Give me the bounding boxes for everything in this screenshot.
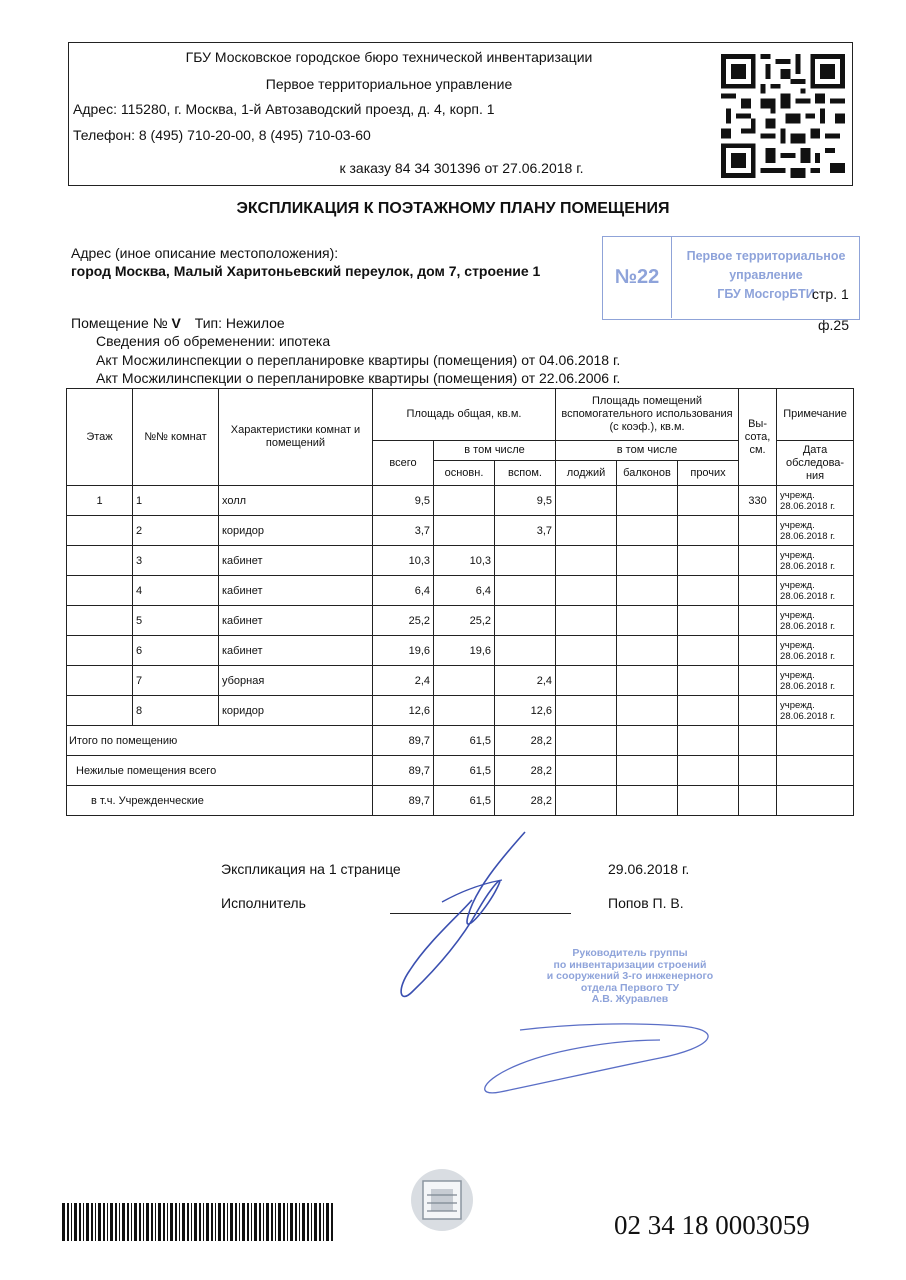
cell-aux: 3,7 — [495, 516, 556, 546]
totals-label: в т.ч. Учрежденческие — [67, 786, 373, 816]
cell-loggia — [556, 666, 617, 696]
cell-room-number: 7 — [133, 666, 219, 696]
cell-other — [678, 516, 739, 546]
cell-room-name: коридор — [219, 696, 373, 726]
totals-empty — [678, 786, 739, 816]
cell-room-number: 3 — [133, 546, 219, 576]
cell-loggia — [556, 516, 617, 546]
cell-room-number: 2 — [133, 516, 219, 546]
org-name: ГБУ Московское городское бюро технической инвентаризации — [185, 49, 593, 65]
totals-row — [67, 726, 854, 756]
totals-main: 61,5 — [434, 786, 495, 816]
stamp-line-3: ГБУ МосгорБТИ — [717, 287, 815, 301]
cell-main: 6,4 — [434, 576, 495, 606]
cell-remark — [777, 666, 854, 696]
stamp2-line-5: А.В. Журавлев — [591, 993, 669, 1005]
table-row — [67, 606, 854, 636]
cell-remark — [777, 606, 854, 636]
cell-other — [678, 576, 739, 606]
remark-type: учрежд. — [780, 549, 815, 561]
col-characteristics: Характеристики комнат и помещений — [219, 389, 373, 486]
col-balcony: балконов — [617, 461, 678, 486]
totals-aux: 28,2 — [495, 786, 556, 816]
cell-aux — [495, 606, 556, 636]
cell-balcony — [617, 666, 678, 696]
totals-empty — [678, 756, 739, 786]
cell-balcony — [617, 606, 678, 636]
col-remark: Примечание — [777, 389, 854, 441]
col-all: всего — [373, 441, 434, 486]
cell-height — [739, 606, 777, 636]
cell-balcony — [617, 546, 678, 576]
col-aux-area: Площадь помещений вспомогательного использования (с коэф.), кв.м. — [556, 389, 739, 441]
totals-empty — [777, 756, 854, 786]
cell-room-name: кабинет — [219, 546, 373, 576]
totals-empty — [678, 726, 739, 756]
totals-total: 89,7 — [373, 756, 434, 786]
cell-loggia — [556, 576, 617, 606]
totals-empty — [556, 786, 617, 816]
cell-room-name: холл — [219, 486, 373, 516]
serial-number: 02 34 18 0003059 — [614, 1210, 810, 1240]
group-leader-stamp — [505, 948, 755, 1006]
col-loggia: лоджий — [556, 461, 617, 486]
page-number: стр. 1 — [812, 286, 849, 302]
remark-type: учрежд. — [780, 699, 815, 711]
table-row — [67, 516, 854, 546]
cell-loggia — [556, 546, 617, 576]
document-title: ЭКСПЛИКАЦИЯ К ПОЭТАЖНОМУ ПЛАНУ ПОМЕЩЕНИЯ — [236, 200, 670, 217]
cell-room-name: кабинет — [219, 636, 373, 666]
stamp-number: №22 — [603, 237, 672, 318]
totals-aux: 28,2 — [495, 756, 556, 786]
remark-type: учрежд. — [780, 519, 815, 531]
cell-loggia — [556, 486, 617, 516]
cell-main — [434, 696, 495, 726]
room-type: Тип: Нежилое — [194, 315, 285, 331]
col-rooms: №№ комнат — [133, 389, 219, 486]
totals-empty — [556, 756, 617, 786]
cell-other — [678, 666, 739, 696]
table-row — [67, 546, 854, 576]
totals-empty — [777, 726, 854, 756]
stamp-line-2: управление — [729, 268, 803, 282]
cell-room-name: коридор — [219, 516, 373, 546]
cell-floor — [67, 696, 133, 726]
cell-total: 19,6 — [373, 636, 434, 666]
col-floor: Этаж — [67, 389, 133, 486]
org-address: Адрес: 115280, г. Москва, 1-й Автозаводский проезд, д. 4, корп. 1 — [73, 101, 495, 117]
stamp-line-1: Первое территориальное — [686, 249, 846, 263]
totals-total: 89,7 — [373, 786, 434, 816]
cell-room-name: кабинет — [219, 606, 373, 636]
executor-label: Исполнитель — [221, 895, 306, 911]
act-1: Акт Мосжилинспекции о перепланировке квартиры (помещения) от 04.06.2018 г. — [96, 352, 621, 368]
address-label: Адрес (иное описание местоположения): — [71, 245, 339, 261]
col-including: в том числе — [434, 441, 556, 461]
cell-total: 10,3 — [373, 546, 434, 576]
room-number: V — [171, 315, 181, 331]
remark-type: учрежд. — [780, 489, 815, 501]
cell-remark — [777, 696, 854, 726]
totals-empty — [617, 726, 678, 756]
cell-height — [739, 546, 777, 576]
cell-height — [739, 666, 777, 696]
barcode-icon — [62, 1203, 334, 1241]
table-row — [67, 696, 854, 726]
registration-stamp — [602, 236, 860, 320]
cell-balcony — [617, 696, 678, 726]
totals-row — [67, 786, 854, 816]
cell-total: 12,6 — [373, 696, 434, 726]
cell-other — [678, 696, 739, 726]
cell-room-name: уборная — [219, 666, 373, 696]
totals-main: 61,5 — [434, 756, 495, 786]
table-row — [67, 486, 854, 516]
stamp2-line-2: по инвентаризации строений — [553, 958, 707, 971]
cell-height — [739, 636, 777, 666]
totals-empty — [739, 756, 777, 786]
cell-aux — [495, 576, 556, 606]
cell-aux: 12,6 — [495, 696, 556, 726]
cell-total: 2,4 — [373, 666, 434, 696]
col-height: Вы-сота, см. — [739, 389, 777, 486]
executor-name: Попов П. В. — [608, 895, 684, 911]
cell-aux: 2,4 — [495, 666, 556, 696]
remark-date: 28.06.2018 г. — [780, 500, 836, 512]
cell-room-number: 6 — [133, 636, 219, 666]
table-row — [67, 636, 854, 666]
cell-room-number: 1 — [133, 486, 219, 516]
totals-aux: 28,2 — [495, 726, 556, 756]
cell-height — [739, 576, 777, 606]
qr-code-icon — [721, 54, 845, 178]
cell-main — [434, 486, 495, 516]
remark-type: учрежд. — [780, 669, 815, 681]
remark-date: 28.06.2018 г. — [780, 650, 836, 662]
cell-loggia — [556, 606, 617, 636]
totals-label: Нежилые помещения всего — [67, 756, 373, 786]
col-other: прочих — [678, 461, 739, 486]
encumbrance: Сведения об обременении: ипотека — [96, 333, 331, 349]
cell-main: 19,6 — [434, 636, 495, 666]
pages-count: Экспликация на 1 странице — [221, 861, 401, 877]
hologram-emblem-icon — [405, 1165, 479, 1235]
leader-signature-icon — [460, 1000, 750, 1100]
act-2: Акт Мосжилинспекции о перепланировке квартиры (помещения) от 22.06.2006 г. — [96, 370, 621, 386]
cell-total: 6,4 — [373, 576, 434, 606]
cell-remark — [777, 516, 854, 546]
remark-date: 28.06.2018 г. — [780, 560, 836, 572]
totals-empty — [777, 786, 854, 816]
cell-remark — [777, 546, 854, 576]
order-ref: к заказу 84 34 301396 от 27.06.2018 г. — [339, 160, 584, 176]
org-phone: Телефон: 8 (495) 710-20-00, 8 (495) 710-03-60 — [73, 127, 371, 143]
col-area-total: Площадь общая, кв.м. — [373, 389, 556, 441]
cell-floor — [67, 636, 133, 666]
cell-room-name: кабинет — [219, 576, 373, 606]
room-line — [71, 315, 285, 331]
totals-main: 61,5 — [434, 726, 495, 756]
remark-date: 28.06.2018 г. — [780, 530, 836, 542]
cell-main: 10,3 — [434, 546, 495, 576]
stamp2-line-1: Руководитель группы — [572, 947, 688, 959]
cell-total: 9,5 — [373, 486, 434, 516]
totals-empty — [617, 786, 678, 816]
totals-row — [67, 756, 854, 786]
cell-total: 3,7 — [373, 516, 434, 546]
cell-remark — [777, 486, 854, 516]
remark-type: учрежд. — [780, 609, 815, 621]
remark-type: учрежд. — [780, 639, 815, 651]
cell-loggia — [556, 636, 617, 666]
stamp2-line-3: и сооружений 3-го инженерного — [546, 970, 714, 982]
col-aux: вспом. — [495, 461, 556, 486]
cell-aux — [495, 546, 556, 576]
col-including-aux: в том числе — [556, 441, 739, 461]
cell-main — [434, 516, 495, 546]
totals-empty — [617, 756, 678, 786]
cell-main — [434, 666, 495, 696]
remark-type: учрежд. — [780, 579, 815, 591]
remark-date: 28.06.2018 г. — [780, 590, 836, 602]
cell-height — [739, 696, 777, 726]
cell-floor — [67, 546, 133, 576]
stamp2-line-4: отдела Первого ТУ — [580, 981, 680, 994]
cell-floor — [67, 666, 133, 696]
totals-total: 89,7 — [373, 726, 434, 756]
totals-label: Итого по помещению — [67, 726, 373, 756]
cell-other — [678, 486, 739, 516]
table-row — [67, 666, 854, 696]
cell-loggia — [556, 696, 617, 726]
room-label: Помещение № — [71, 315, 168, 331]
cell-room-number: 5 — [133, 606, 219, 636]
cell-remark — [777, 576, 854, 606]
table-row — [67, 576, 854, 606]
cell-height: 330 — [739, 486, 777, 516]
cell-aux: 9,5 — [495, 486, 556, 516]
form-code: ф.25 — [818, 317, 849, 333]
cell-other — [678, 546, 739, 576]
explication-table — [66, 388, 854, 816]
cell-remark — [777, 636, 854, 666]
division-name: Первое территориальное управление — [265, 76, 513, 92]
cell-room-number: 4 — [133, 576, 219, 606]
col-main: основн. — [434, 461, 495, 486]
cell-floor — [67, 516, 133, 546]
cell-floor — [67, 606, 133, 636]
totals-empty — [739, 786, 777, 816]
cell-balcony — [617, 636, 678, 666]
cell-floor — [67, 576, 133, 606]
address-value: город Москва, Малый Харитоньевский переулок, дом 7, строение 1 — [71, 263, 541, 279]
cell-balcony — [617, 576, 678, 606]
totals-empty — [556, 726, 617, 756]
cell-aux — [495, 636, 556, 666]
signature-date: 29.06.2018 г. — [608, 861, 690, 877]
col-survey-date: Дата обследова-ния — [777, 441, 854, 486]
remark-date: 28.06.2018 г. — [780, 680, 836, 692]
cell-balcony — [617, 516, 678, 546]
cell-other — [678, 636, 739, 666]
totals-empty — [739, 726, 777, 756]
remark-date: 28.06.2018 г. — [780, 710, 836, 722]
cell-total: 25,2 — [373, 606, 434, 636]
cell-height — [739, 516, 777, 546]
cell-room-number: 8 — [133, 696, 219, 726]
cell-floor: 1 — [67, 486, 133, 516]
cell-balcony — [617, 486, 678, 516]
remark-date: 28.06.2018 г. — [780, 620, 836, 632]
cell-main: 25,2 — [434, 606, 495, 636]
cell-other — [678, 606, 739, 636]
